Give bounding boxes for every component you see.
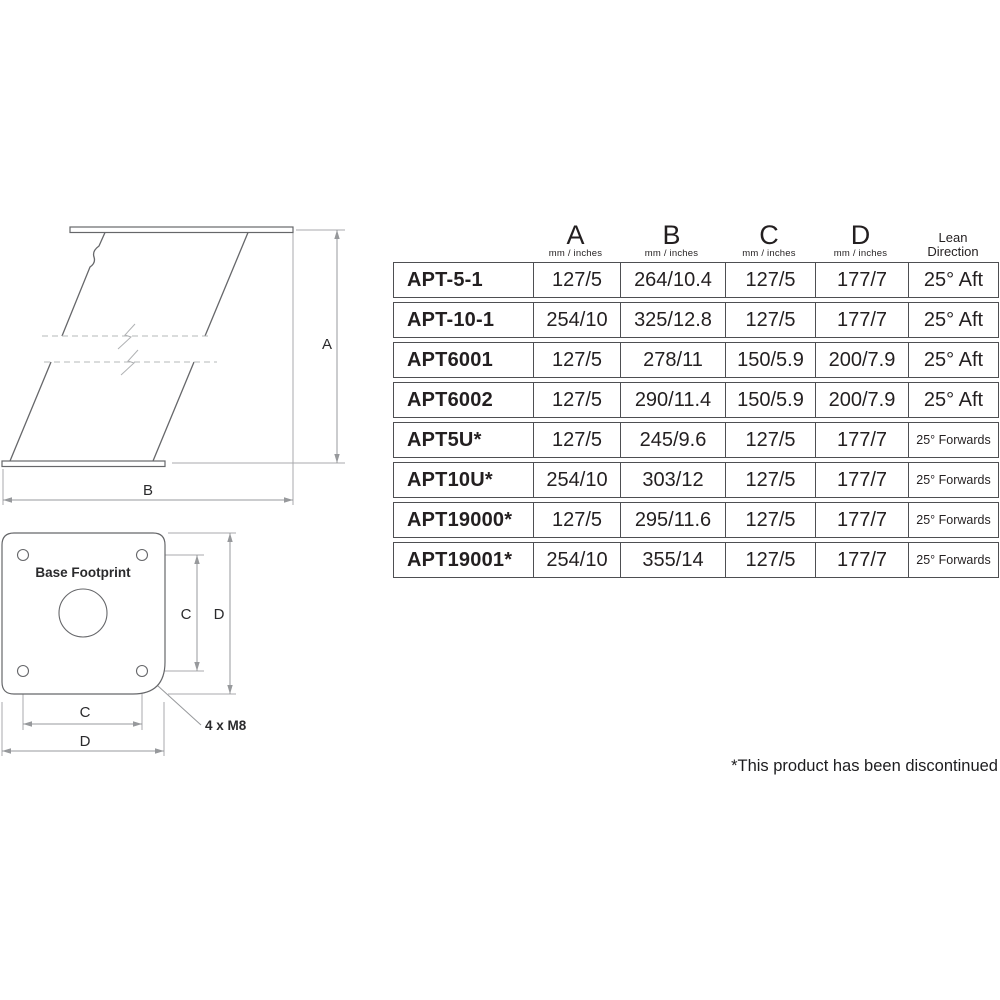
dim-a-cell: 127/5 <box>533 503 620 537</box>
dim-b-cell: 295/11.6 <box>620 503 725 537</box>
dim-b-cell: 278/11 <box>620 343 725 377</box>
lean-cell: 25° Aft <box>908 343 998 377</box>
bolt-note-label: 4 x M8 <box>205 718 247 733</box>
center-bore <box>59 589 107 637</box>
dim-d-cell: 177/7 <box>815 263 908 297</box>
dim-b-cell: 290/11.4 <box>620 383 725 417</box>
model-cell: APT5U* <box>407 428 482 451</box>
break-zigzags <box>118 324 138 375</box>
header-col-lean <box>907 231 999 260</box>
dim-d-cell: 177/7 <box>815 463 908 497</box>
lean-header-line1: Lean <box>938 230 968 245</box>
dim-c-cell: 127/5 <box>725 303 815 337</box>
model-cell: APT-5-1 <box>407 268 483 291</box>
dim-c-cell: 150/5.9 <box>725 383 815 417</box>
dim-a-cell: 127/5 <box>533 383 620 417</box>
col-a-unit: mm / inches <box>548 248 603 259</box>
dimensions-table <box>393 218 999 582</box>
row-apt10u <box>393 462 999 498</box>
dim-c-cell: 127/5 <box>725 503 815 537</box>
bolt-hole <box>137 666 148 677</box>
dim-b-label: B <box>142 482 154 499</box>
dim-a-cell: 254/10 <box>533 543 620 577</box>
dim-b-cell: 355/14 <box>620 543 725 577</box>
lean-cell: 25° Forwards <box>908 463 998 497</box>
col-c-letter: C <box>759 220 779 250</box>
flanges <box>2 227 293 467</box>
header-col-b <box>619 222 724 260</box>
dim-d-label-vertical: D <box>213 606 225 623</box>
model-cell: APT6002 <box>407 388 493 411</box>
tube-walls <box>10 233 248 462</box>
dim-d-cell: 177/7 <box>815 543 908 577</box>
model-cell: APT10U* <box>407 468 493 491</box>
bolt-hole <box>137 550 148 561</box>
col-c-unit: mm / inches <box>742 248 796 259</box>
header-col-d <box>814 222 907 260</box>
dimension-lines <box>3 230 337 500</box>
model-cell: APT19000* <box>407 508 513 531</box>
row-apt-5-1 <box>393 262 999 298</box>
dim-a-cell: 254/10 <box>533 463 620 497</box>
discontinued-footnote: *This product has been discontinued <box>731 757 998 775</box>
row-apt19000 <box>393 502 999 538</box>
dim-c-label-vertical: C <box>180 606 192 623</box>
col-b-unit: mm / inches <box>644 248 699 259</box>
top-flange <box>70 227 293 233</box>
dim-c-label-horizontal: C <box>79 704 91 721</box>
dim-d-cell: 177/7 <box>815 423 908 457</box>
lean-cell: 25° Forwards <box>908 543 998 577</box>
col-a-letter: A <box>566 220 585 250</box>
lean-cell: 25° Forwards <box>908 423 998 457</box>
lean-header-line2: Direction <box>927 244 979 259</box>
header-col-c <box>724 222 814 260</box>
dim-a-cell: 254/10 <box>533 303 620 337</box>
bolt-hole <box>18 666 29 677</box>
dim-b-cell: 245/9.6 <box>620 423 725 457</box>
col-d-letter: D <box>850 220 871 250</box>
header-col-a <box>532 222 619 260</box>
base-footprint-label: Base Footprint <box>35 565 131 580</box>
col-b-letter: B <box>662 220 681 250</box>
row-apt19001 <box>393 542 999 578</box>
dim-c-cell: 150/5.9 <box>725 343 815 377</box>
pedestal-drawing <box>0 215 360 775</box>
dim-d-cell: 177/7 <box>815 303 908 337</box>
model-cell: APT6001 <box>407 348 493 371</box>
row-apt-10-1 <box>393 302 999 338</box>
row-apt6002 <box>393 382 999 418</box>
break-lines <box>42 336 217 362</box>
row-apt6001 <box>393 342 999 378</box>
dim-d-cell: 200/7.9 <box>815 343 908 377</box>
dim-b-cell: 325/12.8 <box>620 303 725 337</box>
table-header <box>393 218 999 260</box>
bolt-hole <box>18 550 29 561</box>
bottom-flange <box>2 461 165 467</box>
header-model-spacer <box>393 259 532 260</box>
dim-c-cell: 127/5 <box>725 263 815 297</box>
dim-c-cell: 127/5 <box>725 423 815 457</box>
dim-d-cell: 200/7.9 <box>815 383 908 417</box>
lean-cell: 25° Aft <box>908 303 998 337</box>
dim-b-cell: 303/12 <box>620 463 725 497</box>
col-d-unit: mm / inches <box>833 248 888 259</box>
dim-a-cell: 127/5 <box>533 343 620 377</box>
dim-c-cell: 127/5 <box>725 543 815 577</box>
lean-cell: 25° Aft <box>908 263 998 297</box>
lean-cell: 25° Aft <box>908 383 998 417</box>
lean-cell: 25° Forwards <box>908 503 998 537</box>
dim-c-cell: 127/5 <box>725 463 815 497</box>
dim-a-cell: 127/5 <box>533 423 620 457</box>
dim-a-label: A <box>321 336 333 353</box>
model-cell: APT19001* <box>407 548 513 571</box>
dim-d-cell: 177/7 <box>815 503 908 537</box>
dim-b-cell: 264/10.4 <box>620 263 725 297</box>
row-apt5u <box>393 422 999 458</box>
dim-a-cell: 127/5 <box>533 263 620 297</box>
model-cell: APT-10-1 <box>407 308 495 331</box>
dim-d-label-horizontal: D <box>79 733 91 750</box>
